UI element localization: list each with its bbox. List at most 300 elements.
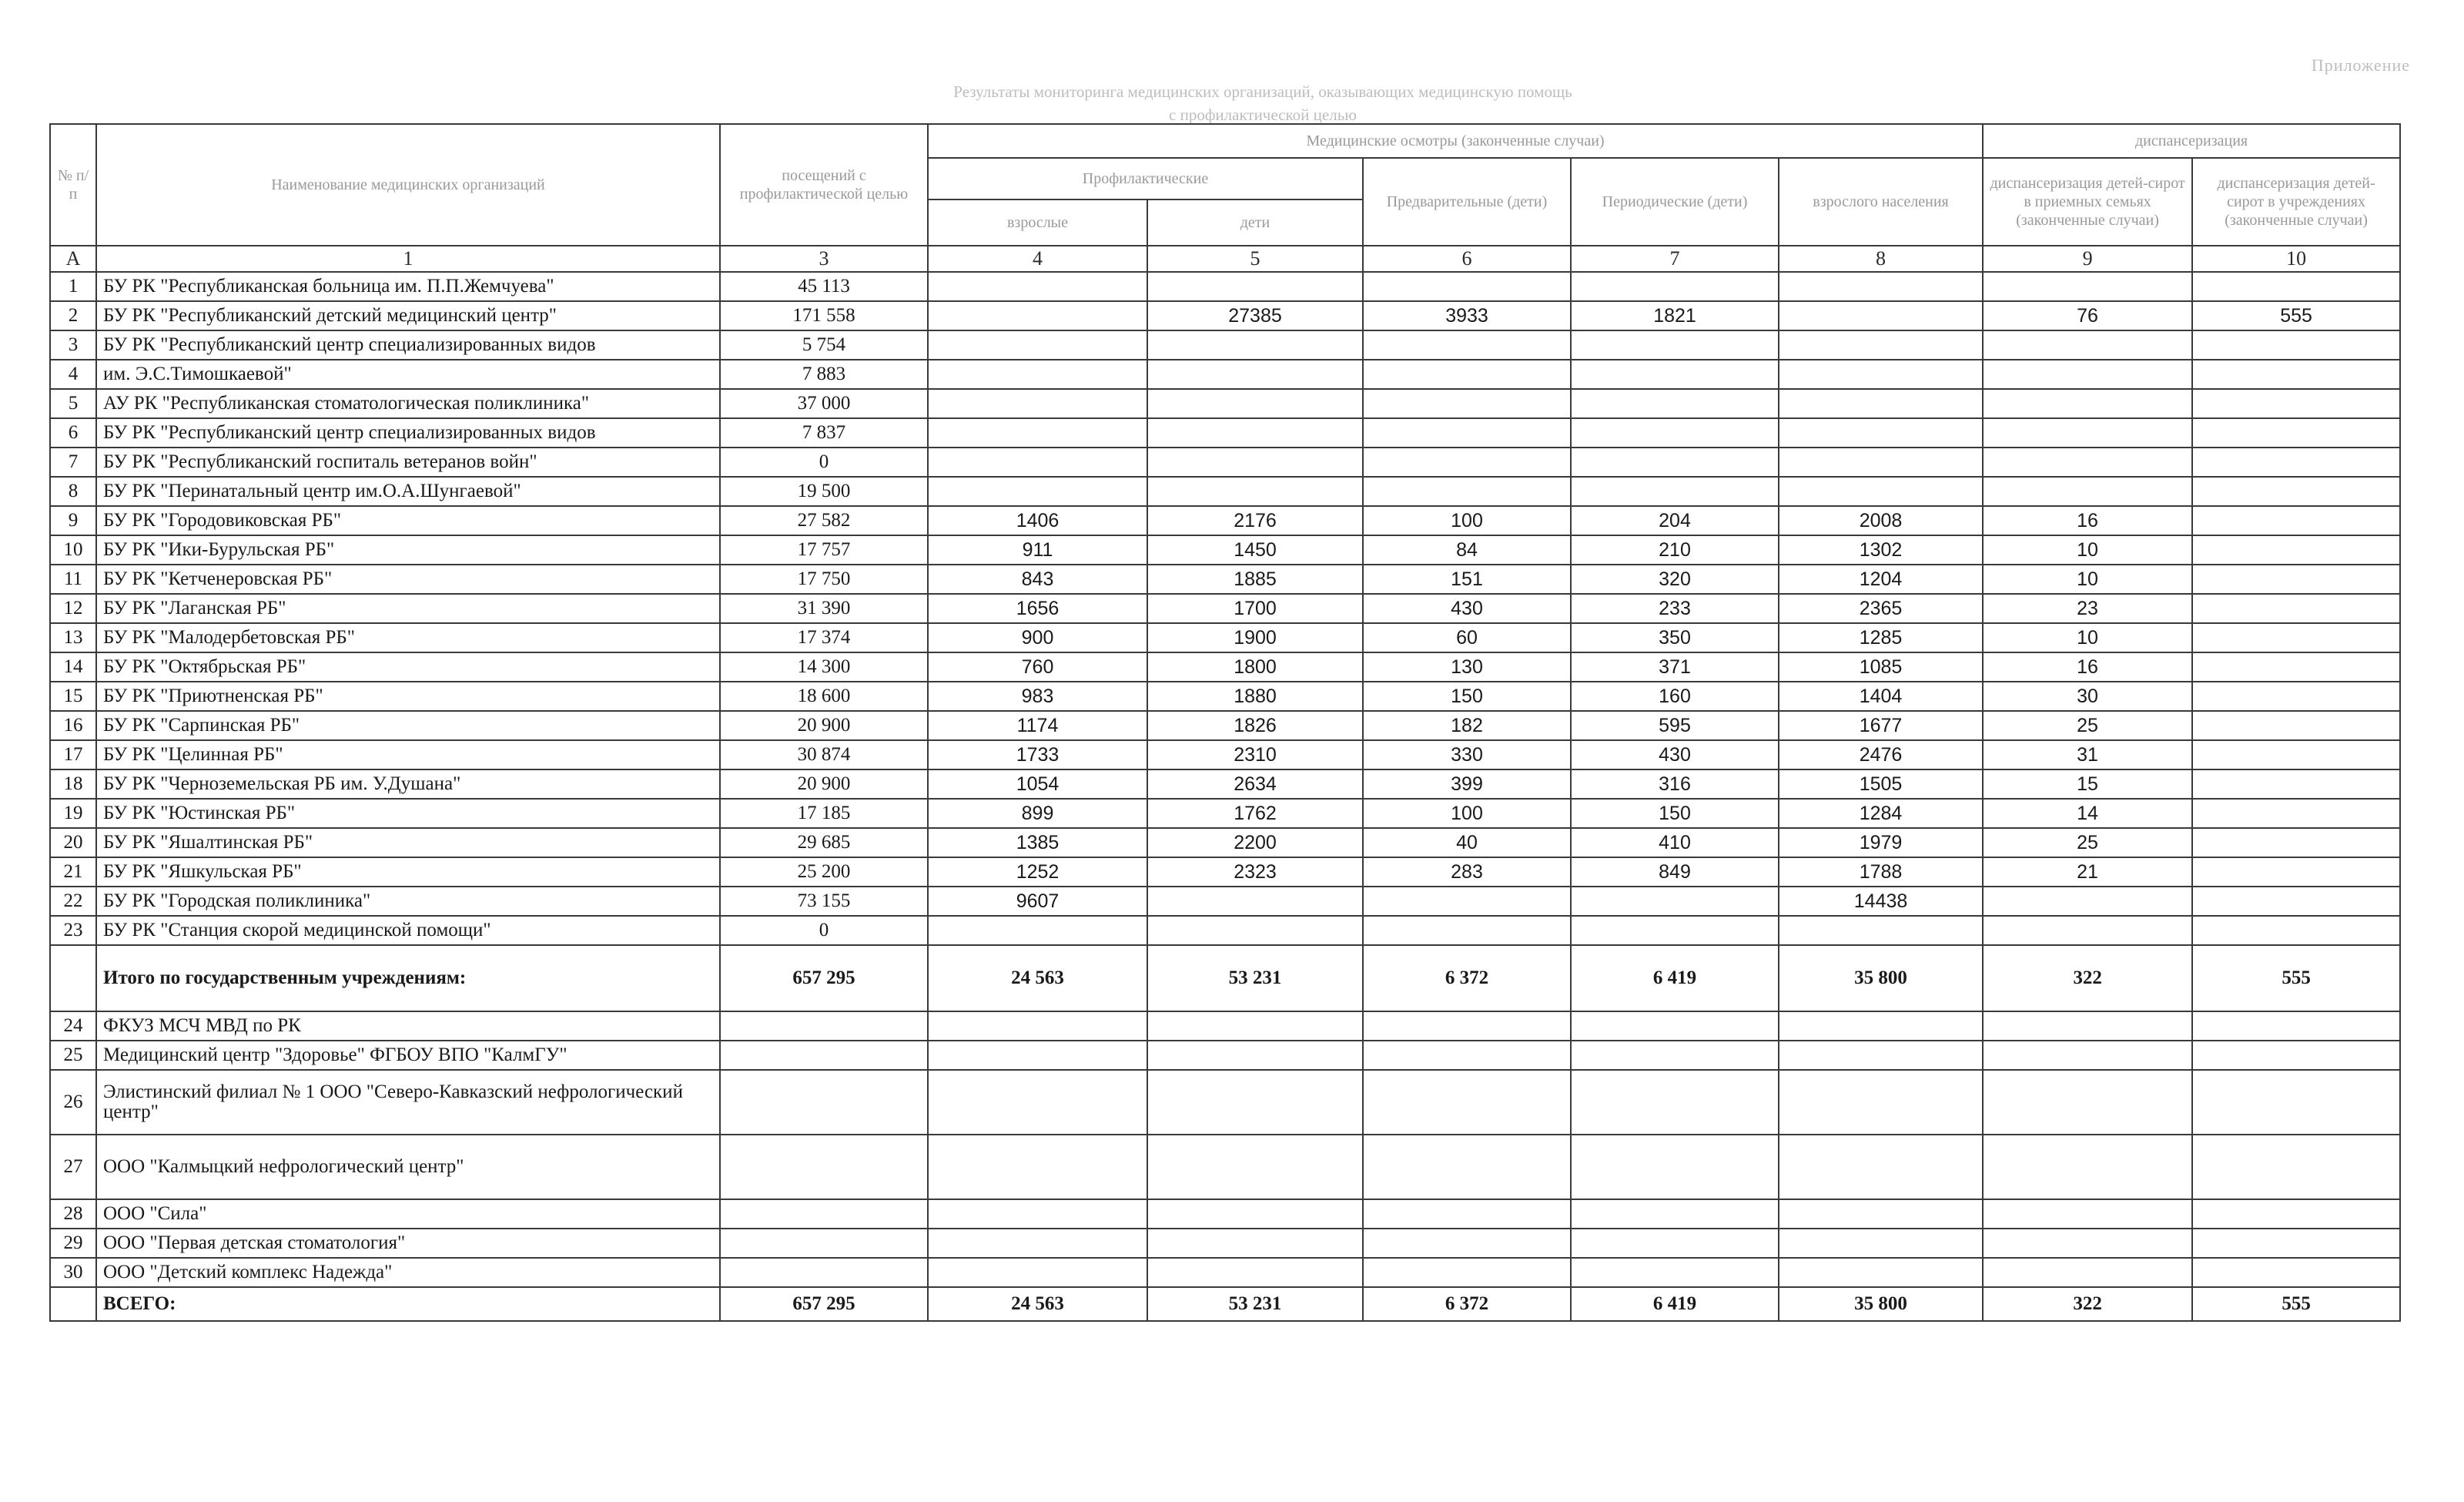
index-cell: 6 <box>1363 246 1571 272</box>
value-cell: 0 <box>720 916 928 945</box>
subtotal-value: 24 563 <box>928 945 1147 1011</box>
value-cell <box>1147 389 1363 418</box>
value-cell: 911 <box>928 535 1147 565</box>
value-cell <box>1363 1199 1571 1229</box>
value-cell: 1700 <box>1147 594 1363 623</box>
row-number: 7 <box>50 448 96 477</box>
table-row <box>50 535 2400 565</box>
value-cell <box>1363 272 1571 301</box>
value-cell <box>1983 887 2192 916</box>
header-num: № п/п <box>50 124 96 246</box>
value-cell <box>1983 1070 2192 1135</box>
value-cell <box>1571 1041 1779 1070</box>
value-cell <box>928 418 1147 448</box>
index-cell: 8 <box>1779 246 1983 272</box>
table-row <box>50 1070 2400 1135</box>
value-cell <box>2192 857 2400 887</box>
organization-name: БУ РК "Юстинская РБ" <box>96 799 720 828</box>
value-cell <box>2192 272 2400 301</box>
value-cell <box>2192 769 2400 799</box>
value-cell <box>1571 887 1779 916</box>
row-number: 27 <box>50 1135 96 1199</box>
value-cell <box>1363 1041 1571 1070</box>
value-cell <box>928 389 1147 418</box>
value-cell: 100 <box>1363 799 1571 828</box>
subtotal-value: 35 800 <box>1779 945 1983 1011</box>
table-row <box>50 477 2400 506</box>
table-row <box>50 1135 2400 1199</box>
organization-name: БУ РК "Республиканский госпиталь ветеранов войн" <box>96 448 720 477</box>
organization-name: БУ РК "Городовиковская РБ" <box>96 506 720 535</box>
value-cell <box>1363 1135 1571 1199</box>
value-cell <box>1363 448 1571 477</box>
value-cell <box>928 477 1147 506</box>
value-cell <box>720 1011 928 1041</box>
value-cell: 18 600 <box>720 682 928 711</box>
value-cell: 2476 <box>1779 740 1983 769</box>
value-cell <box>928 916 1147 945</box>
value-cell <box>1147 1135 1363 1199</box>
value-cell <box>1147 1199 1363 1229</box>
value-cell <box>1779 477 1983 506</box>
value-cell <box>1363 330 1571 360</box>
value-cell <box>1571 418 1779 448</box>
value-cell: 25 200 <box>720 857 928 887</box>
value-cell <box>1779 448 1983 477</box>
organization-name: БУ РК "Октябрьская РБ" <box>96 652 720 682</box>
value-cell <box>928 1135 1147 1199</box>
header-disp-family: диспансеризация детей-сирот в приемных семьях (законченные случаи) <box>1983 158 2192 246</box>
value-cell: 1174 <box>928 711 1147 740</box>
value-cell: 30 <box>1983 682 2192 711</box>
row-number: 25 <box>50 1041 96 1070</box>
value-cell <box>1571 916 1779 945</box>
header-children: дети <box>1147 199 1363 246</box>
value-cell: 20 900 <box>720 769 928 799</box>
value-cell: 171 558 <box>720 301 928 330</box>
organization-name: БУ РК "Республиканский детский медицинский центр" <box>96 301 720 330</box>
value-cell <box>1983 916 2192 945</box>
value-cell: 130 <box>1363 652 1571 682</box>
table-row <box>50 389 2400 418</box>
value-cell <box>2192 1135 2400 1199</box>
value-cell <box>1147 360 1363 389</box>
total-value: 24 563 <box>928 1287 1147 1321</box>
row-number: 13 <box>50 623 96 652</box>
row-number: 14 <box>50 652 96 682</box>
value-cell: 760 <box>928 652 1147 682</box>
table-row <box>50 1041 2400 1070</box>
total-section <box>50 1287 2400 1321</box>
value-cell: 10 <box>1983 535 2192 565</box>
organization-name: БУ РК "Республиканская больница им. П.П.Жемчуева" <box>96 272 720 301</box>
value-cell: 1677 <box>1779 711 1983 740</box>
value-cell: 14438 <box>1779 887 1983 916</box>
value-cell: 204 <box>1571 506 1779 535</box>
organization-name: БУ РК "Кетченеровская РБ" <box>96 565 720 594</box>
value-cell <box>2192 799 2400 828</box>
table-row <box>50 565 2400 594</box>
table-row <box>50 887 2400 916</box>
value-cell: 17 757 <box>720 535 928 565</box>
row-number: 28 <box>50 1199 96 1229</box>
value-cell: 210 <box>1571 535 1779 565</box>
value-cell <box>720 1258 928 1287</box>
value-cell <box>928 1199 1147 1229</box>
value-cell <box>1571 477 1779 506</box>
table-row <box>50 1258 2400 1287</box>
value-cell: 27385 <box>1147 301 1363 330</box>
value-cell <box>1983 448 2192 477</box>
value-cell <box>928 448 1147 477</box>
value-cell: 1252 <box>928 857 1147 887</box>
document-title <box>832 80 1694 126</box>
value-cell <box>2192 594 2400 623</box>
subtotal-label: Итого по государственным учреждениям: <box>96 945 720 1011</box>
value-cell: 3933 <box>1363 301 1571 330</box>
table-row <box>50 916 2400 945</box>
value-cell: 182 <box>1363 711 1571 740</box>
value-cell <box>1571 1229 1779 1258</box>
value-cell <box>928 301 1147 330</box>
table-row <box>50 682 2400 711</box>
value-cell <box>1983 1229 2192 1258</box>
value-cell <box>2192 360 2400 389</box>
value-cell <box>1571 272 1779 301</box>
value-cell: 31 390 <box>720 594 928 623</box>
total-label: ВСЕГО: <box>96 1287 720 1321</box>
value-cell: 25 <box>1983 828 2192 857</box>
value-cell <box>2192 1070 2400 1135</box>
value-cell: 1404 <box>1779 682 1983 711</box>
value-cell: 16 <box>1983 652 2192 682</box>
report-table <box>49 123 2401 1322</box>
table-row <box>50 623 2400 652</box>
subtotal-section <box>50 945 2400 1011</box>
value-cell: 2008 <box>1779 506 1983 535</box>
value-cell <box>1779 1199 1983 1229</box>
organization-name: БУ РК "Яшкульская РБ" <box>96 857 720 887</box>
index-cell: 1 <box>96 246 720 272</box>
value-cell <box>2192 828 2400 857</box>
value-cell: 73 155 <box>720 887 928 916</box>
value-cell: 283 <box>1363 857 1571 887</box>
value-cell: 17 185 <box>720 799 928 828</box>
value-cell: 900 <box>928 623 1147 652</box>
private-rows <box>50 1011 2400 1287</box>
value-cell: 1385 <box>928 828 1147 857</box>
value-cell <box>1147 477 1363 506</box>
table-row <box>50 418 2400 448</box>
value-cell <box>2192 682 2400 711</box>
value-cell: 10 <box>1983 623 2192 652</box>
value-cell: 15 <box>1983 769 2192 799</box>
value-cell <box>928 360 1147 389</box>
value-cell: 595 <box>1571 711 1779 740</box>
value-cell <box>2192 1199 2400 1229</box>
value-cell: 40 <box>1363 828 1571 857</box>
value-cell: 17 374 <box>720 623 928 652</box>
value-cell: 0 <box>720 448 928 477</box>
value-cell: 316 <box>1571 769 1779 799</box>
organization-name: ООО "Калмыцкий нефрологический центр" <box>96 1135 720 1199</box>
value-cell: 1085 <box>1779 652 1983 682</box>
value-cell: 151 <box>1363 565 1571 594</box>
value-cell: 410 <box>1571 828 1779 857</box>
value-cell <box>1779 1229 1983 1258</box>
value-cell <box>1147 1258 1363 1287</box>
value-cell: 430 <box>1363 594 1571 623</box>
table-row <box>50 330 2400 360</box>
value-cell <box>1779 1011 1983 1041</box>
value-cell: 1285 <box>1779 623 1983 652</box>
value-cell <box>1147 418 1363 448</box>
organization-name: БУ РК "Сарпинская РБ" <box>96 711 720 740</box>
row-number: 26 <box>50 1070 96 1135</box>
organization-name: БУ РК "Перинатальный центр им.О.А.Шунгаевой" <box>96 477 720 506</box>
value-cell: 160 <box>1571 682 1779 711</box>
value-cell <box>1779 272 1983 301</box>
row-number: 22 <box>50 887 96 916</box>
organization-name: БУ РК "Лаганская РБ" <box>96 594 720 623</box>
value-cell: 555 <box>2192 301 2400 330</box>
value-cell <box>2192 652 2400 682</box>
table-row <box>50 711 2400 740</box>
value-cell <box>1147 1070 1363 1135</box>
value-cell: 84 <box>1363 535 1571 565</box>
value-cell: 150 <box>1363 682 1571 711</box>
value-cell <box>2192 1011 2400 1041</box>
row-number: 20 <box>50 828 96 857</box>
row-number: 6 <box>50 418 96 448</box>
organization-name: БУ РК "Приютненская РБ" <box>96 682 720 711</box>
index-cell: 3 <box>720 246 928 272</box>
subtotal-value: 6 419 <box>1571 945 1779 1011</box>
value-cell <box>2192 1041 2400 1070</box>
table-row <box>50 740 2400 769</box>
value-cell: 399 <box>1363 769 1571 799</box>
value-cell <box>1363 1258 1571 1287</box>
value-cell <box>1363 1229 1571 1258</box>
value-cell <box>2192 1258 2400 1287</box>
value-cell <box>1779 330 1983 360</box>
value-cell <box>1147 887 1363 916</box>
value-cell <box>928 1070 1147 1135</box>
value-cell <box>1983 330 2192 360</box>
header-prelim: Предварительные (дети) <box>1363 158 1571 246</box>
row-number: 5 <box>50 389 96 418</box>
index-cell: 7 <box>1571 246 1779 272</box>
value-cell <box>1983 1041 2192 1070</box>
value-cell: 10 <box>1983 565 2192 594</box>
subtotal-row <box>50 945 2400 1011</box>
subtotal-value: 53 231 <box>1147 945 1363 1011</box>
value-cell: 29 685 <box>720 828 928 857</box>
table-row <box>50 506 2400 535</box>
value-cell: 371 <box>1571 652 1779 682</box>
value-cell <box>2192 477 2400 506</box>
value-cell: 2365 <box>1779 594 1983 623</box>
value-cell <box>1147 916 1363 945</box>
value-cell <box>1983 360 2192 389</box>
index-cell: 4 <box>928 246 1147 272</box>
organization-name: ФКУЗ МСЧ МВД по РК <box>96 1011 720 1041</box>
value-cell <box>2192 623 2400 652</box>
value-cell <box>1147 330 1363 360</box>
value-cell: 1302 <box>1779 535 1983 565</box>
value-cell: 1733 <box>928 740 1147 769</box>
index-cell: 9 <box>1983 246 2192 272</box>
row-number: 4 <box>50 360 96 389</box>
row-number: 1 <box>50 272 96 301</box>
value-cell <box>1571 1011 1779 1041</box>
value-cell <box>720 1041 928 1070</box>
value-cell: 330 <box>1363 740 1571 769</box>
total-value: 322 <box>1983 1287 2192 1321</box>
value-cell: 1054 <box>928 769 1147 799</box>
value-cell: 1656 <box>928 594 1147 623</box>
value-cell: 16 <box>1983 506 2192 535</box>
value-cell <box>1363 887 1571 916</box>
header-visits: посещений с профилактической целью <box>720 124 928 246</box>
value-cell: 2634 <box>1147 769 1363 799</box>
header-periodic: Периодические (дети) <box>1571 158 1779 246</box>
header-name: Наименование медицинских организаций <box>96 124 720 246</box>
row-number: 8 <box>50 477 96 506</box>
value-cell: 1800 <box>1147 652 1363 682</box>
value-cell <box>720 1070 928 1135</box>
row-number: 16 <box>50 711 96 740</box>
value-cell <box>1363 1011 1571 1041</box>
value-cell: 430 <box>1571 740 1779 769</box>
row-number: 30 <box>50 1258 96 1287</box>
index-cell: 5 <box>1147 246 1363 272</box>
value-cell: 1204 <box>1779 565 1983 594</box>
title-line-1: Результаты мониторинга медицинских организаций, оказывающих медицинскую помощь <box>953 82 1572 101</box>
value-cell: 1979 <box>1779 828 1983 857</box>
value-cell: 1880 <box>1147 682 1363 711</box>
header-group-disp: диспансеризация <box>1983 124 2400 158</box>
value-cell: 1826 <box>1147 711 1363 740</box>
row-number: 29 <box>50 1229 96 1258</box>
total-value: 6 419 <box>1571 1287 1779 1321</box>
row-number: 18 <box>50 769 96 799</box>
value-cell: 1450 <box>1147 535 1363 565</box>
value-cell <box>2192 330 2400 360</box>
value-cell <box>928 1258 1147 1287</box>
value-cell <box>2192 916 2400 945</box>
table-row <box>50 769 2400 799</box>
value-cell: 1788 <box>1779 857 1983 887</box>
organization-name: БУ РК "Городская поликлиника" <box>96 887 720 916</box>
header-adults: взрослые <box>928 199 1147 246</box>
value-cell <box>720 1135 928 1199</box>
value-cell: 1505 <box>1779 769 1983 799</box>
header-adult-pop: взрослого населения <box>1779 158 1983 246</box>
subtotal-value: 322 <box>1983 945 2192 1011</box>
value-cell: 2176 <box>1147 506 1363 535</box>
organization-name: им. Э.С.Тимошкаевой" <box>96 360 720 389</box>
value-cell: 7 837 <box>720 418 928 448</box>
value-cell: 5 754 <box>720 330 928 360</box>
value-cell <box>1983 1199 2192 1229</box>
row-number: 15 <box>50 682 96 711</box>
value-cell <box>2192 535 2400 565</box>
value-cell <box>1983 418 2192 448</box>
value-cell: 27 582 <box>720 506 928 535</box>
value-cell <box>1147 448 1363 477</box>
value-cell: 14 <box>1983 799 2192 828</box>
value-cell <box>1571 448 1779 477</box>
total-value: 35 800 <box>1779 1287 1983 1321</box>
value-cell: 25 <box>1983 711 2192 740</box>
value-cell: 899 <box>928 799 1147 828</box>
value-cell: 1406 <box>928 506 1147 535</box>
value-cell: 45 113 <box>720 272 928 301</box>
row-number: 9 <box>50 506 96 535</box>
value-cell <box>2192 711 2400 740</box>
value-cell: 2310 <box>1147 740 1363 769</box>
value-cell <box>1983 1135 2192 1199</box>
row-number <box>50 945 96 1011</box>
value-cell <box>1983 1011 2192 1041</box>
table-row <box>50 272 2400 301</box>
value-cell: 21 <box>1983 857 2192 887</box>
header-prof: Профилактические <box>928 158 1363 199</box>
row-number: 10 <box>50 535 96 565</box>
value-cell: 23 <box>1983 594 2192 623</box>
value-cell <box>720 1229 928 1258</box>
value-cell: 2323 <box>1147 857 1363 887</box>
value-cell <box>2192 506 2400 535</box>
value-cell: 9607 <box>928 887 1147 916</box>
value-cell <box>1779 1041 1983 1070</box>
value-cell <box>1571 1135 1779 1199</box>
value-cell <box>1983 389 2192 418</box>
value-cell <box>1571 1070 1779 1135</box>
organization-name: БУ РК "Целинная РБ" <box>96 740 720 769</box>
row-number: 24 <box>50 1011 96 1041</box>
subtotal-value: 6 372 <box>1363 945 1571 1011</box>
value-cell: 14 300 <box>720 652 928 682</box>
organization-name: АУ РК "Республиканская стоматологическая поликлиника" <box>96 389 720 418</box>
value-cell <box>1363 360 1571 389</box>
organization-name: БУ РК "Станция скорой медицинской помощи" <box>96 916 720 945</box>
table-row <box>50 1199 2400 1229</box>
value-cell <box>1363 916 1571 945</box>
value-cell: 30 874 <box>720 740 928 769</box>
value-cell: 1762 <box>1147 799 1363 828</box>
row-number: 19 <box>50 799 96 828</box>
value-cell <box>1363 389 1571 418</box>
value-cell: 19 500 <box>720 477 928 506</box>
value-cell <box>1779 916 1983 945</box>
subtotal-value: 657 295 <box>720 945 928 1011</box>
organization-name: БУ РК "Республиканский центр специализированных видов <box>96 330 720 360</box>
value-cell <box>2192 1229 2400 1258</box>
value-cell <box>2192 740 2400 769</box>
organization-name: ООО "Детский комплекс Надежда" <box>96 1258 720 1287</box>
total-value: 53 231 <box>1147 1287 1363 1321</box>
value-cell: 1284 <box>1779 799 1983 828</box>
value-cell: 1900 <box>1147 623 1363 652</box>
row-number <box>50 1287 96 1321</box>
value-cell <box>928 1041 1147 1070</box>
value-cell: 76 <box>1983 301 2192 330</box>
value-cell: 350 <box>1571 623 1779 652</box>
total-value: 6 372 <box>1363 1287 1571 1321</box>
value-cell <box>1571 389 1779 418</box>
